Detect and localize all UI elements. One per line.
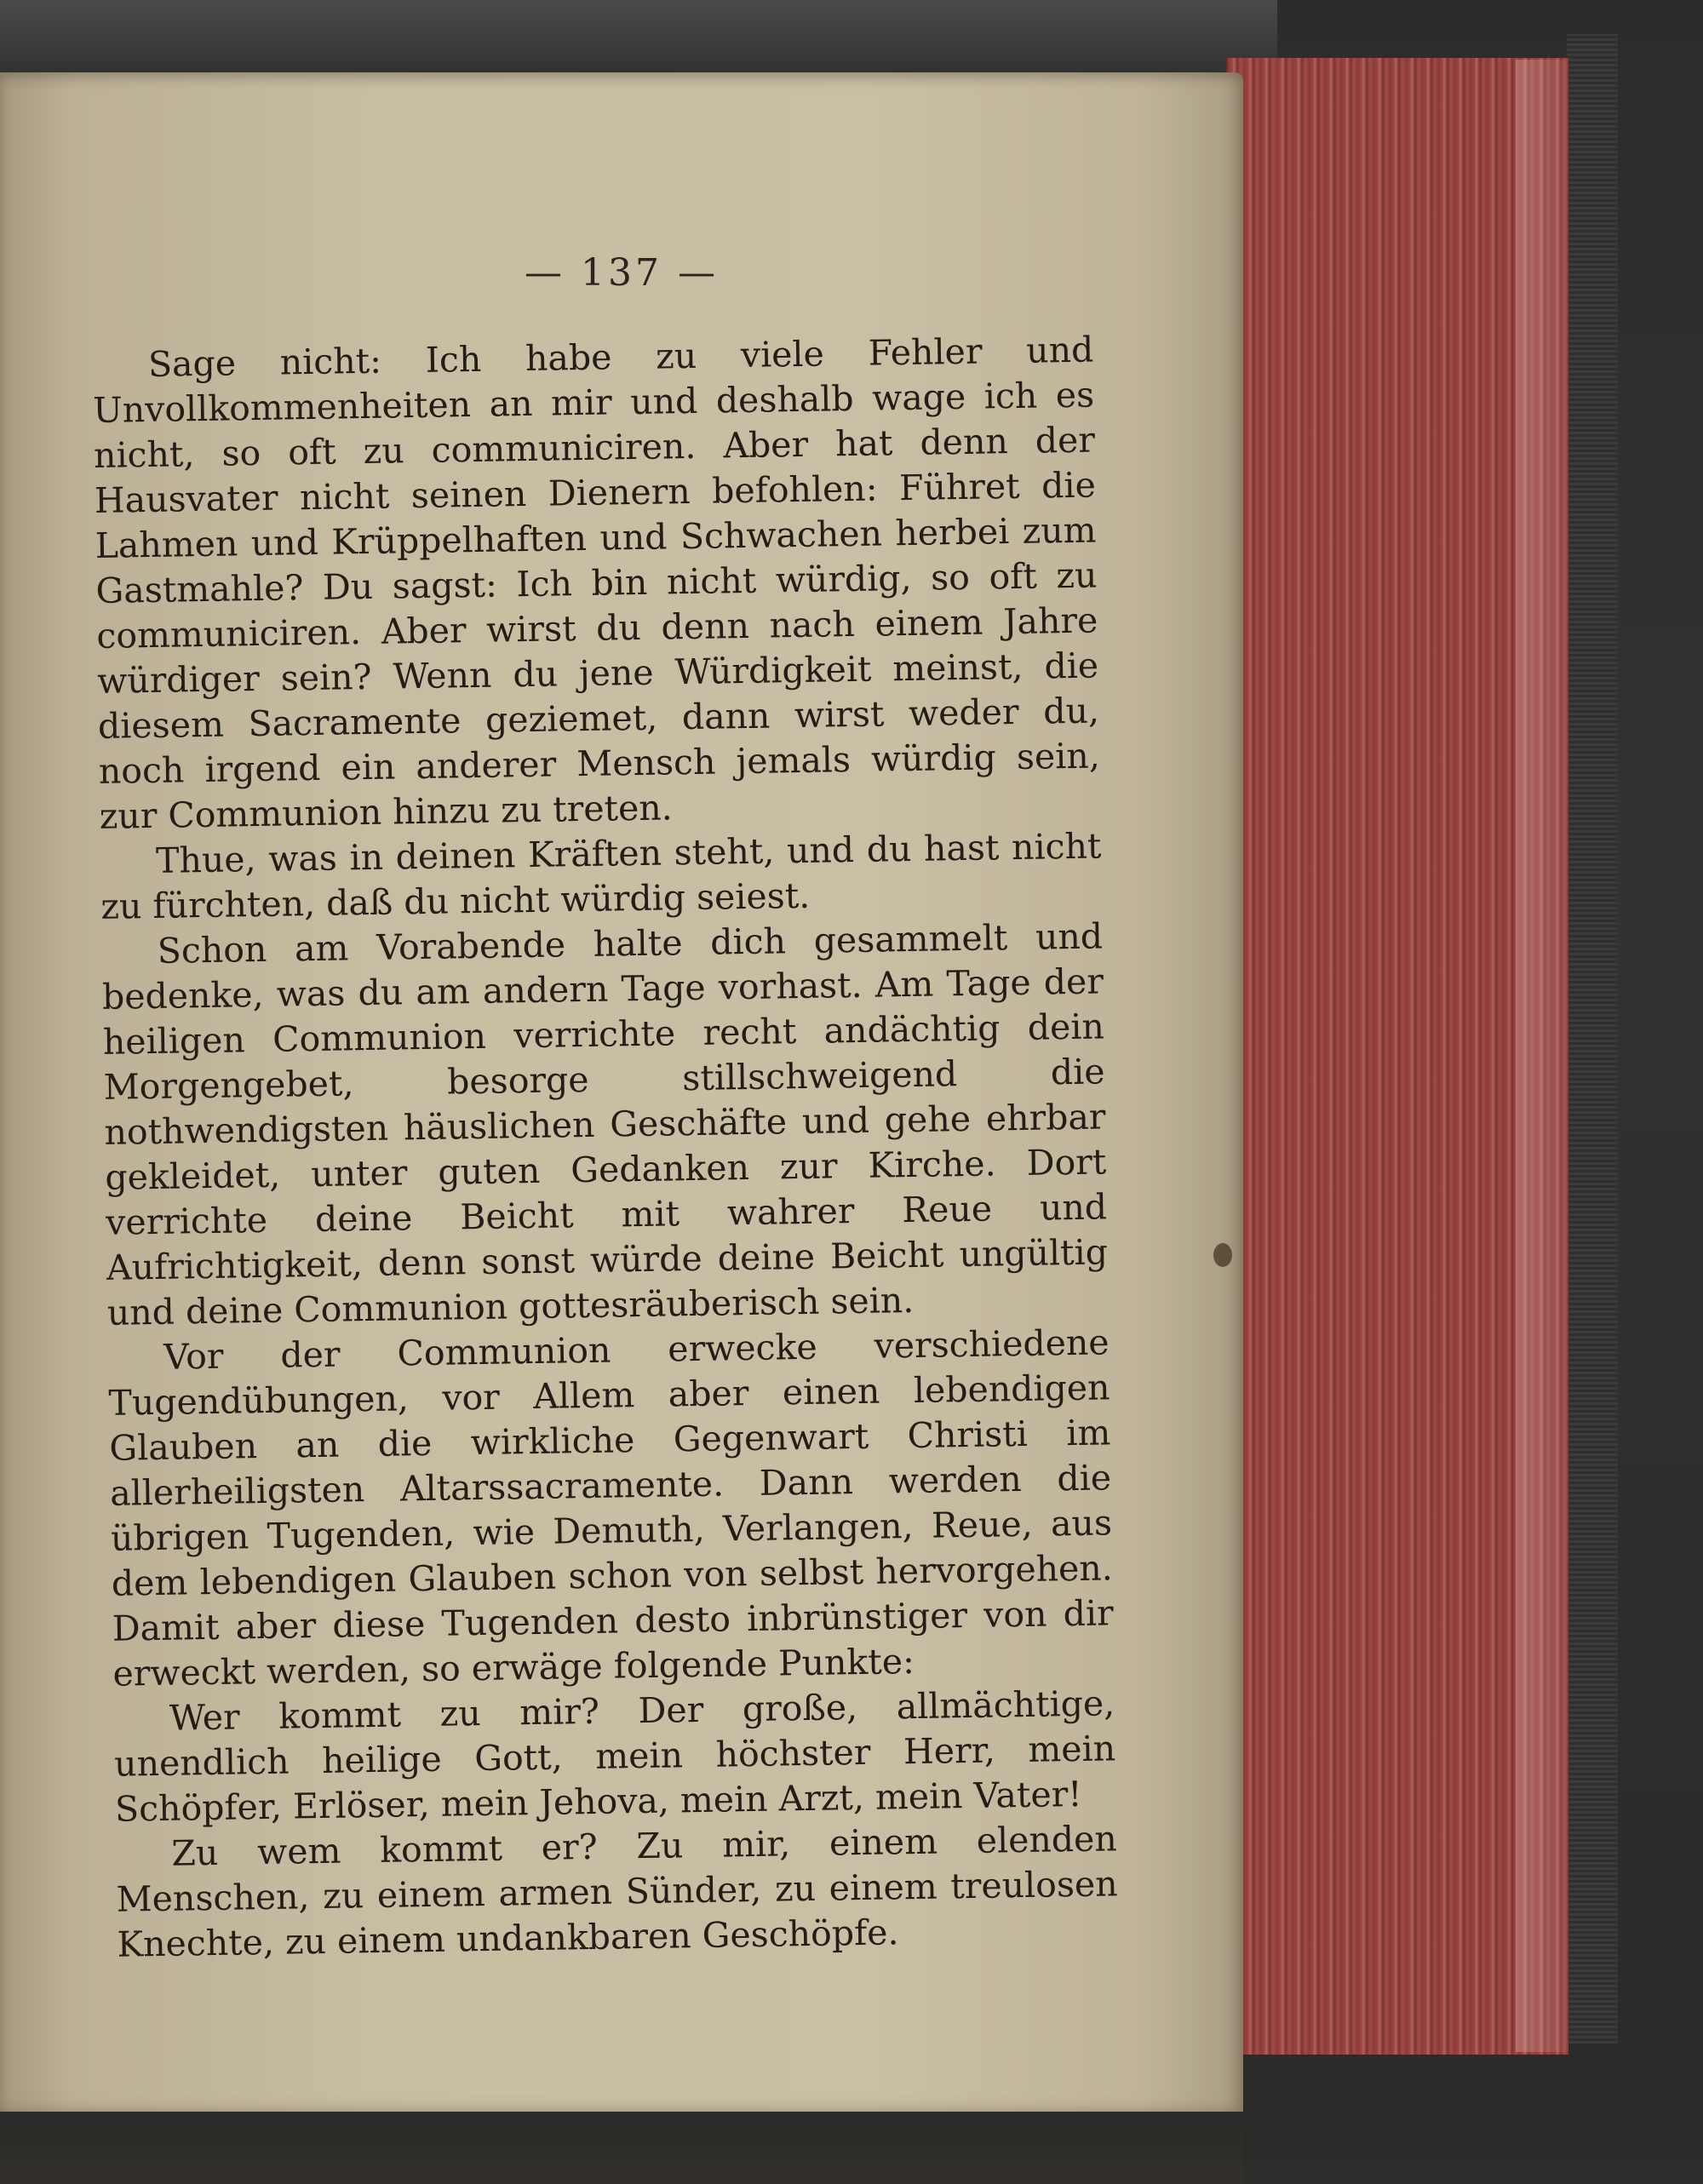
paragraph-4: Vor der Communion erwecke verschiedene Tugendübungen, vor Allem aber einen lebendigen Glauben an die wirkliche Gegenwart Christi im allerheiligsten Altarssacramente. Dann werden die übrigen Tugenden, wie Demuth, Verlangen, Reue, aus dem lebendigen Glauben schon von selbst hervorgehen. Damit aber diese Tugenden desto inbrünstiger von dir erweckt werden, so erwäge folgende Punkte: <box>108 1321 1114 1694</box>
page-bottom-shadow <box>0 2116 1243 2184</box>
cover-cloth-texture <box>1567 34 1618 2044</box>
page-edges-highlight <box>1516 60 1567 2052</box>
paragraph-1: Sage nicht: Ich habe zu viele Fehler und Unvollkommenheiten an mir und deshalb wage ich es nicht, so oft zu communiciren. Aber hat denn der Hausvater nicht seinen Dienern befohlen: Führet die Lahmen und Krüppelhaften und Schwachen herbei zum Gastmahle? Du sagst: Ich bin nicht würdig, so oft zu communiciren. Aber wirst du denn nach einem Jahre würdiger sein? Wenn du jene Würdigkeit meinst, die diesem Sacramente geziemet, dann wirst weder du, noch irgend ein anderer Mensch jemals würdig sein, zur Communion hinzu zu treten. <box>92 329 1101 837</box>
paragraph-3: Schon am Vorabende halte dich gesammelt und bedenke, was du am andern Tage vorhast. Am Tage der heiligen Communion verrichte recht andächtig dein Morgengebet, besorge stillschweigend die nothwendigsten häuslichen Geschäfte und gehe ehrbar gekleidet, unter guten Gedanken zur Kirche. Dort verrichte deine Beicht mit wahrer Reue und Aufrichtigkeit, denn sonst würde deine Beicht ungültig und deine Communion gottesräuberisch sein. <box>101 915 1109 1333</box>
paragraph-5: Wer kommt zu mir? Der große, allmächtige, unendlich heilige Gott, mein höchster Herr, mein Schöpfer, Erlöser, mein Jehova, mein Arzt, mein Vater! <box>113 1682 1116 1830</box>
page-number: — 137 — <box>525 251 719 295</box>
paragraph-2: Thue, was in deinen Kräften steht, und du hast nicht zu fürchten, daß du nicht würdig seiest. <box>100 825 1102 927</box>
book-page <box>0 72 1243 2112</box>
page-text <box>92 328 1119 1968</box>
ink-smudge <box>1213 1243 1232 1267</box>
paragraph-6: Zu wem kommt er? Zu mir, einem elenden Menschen, zu einem armen Sünder, zu einem treulosen Knechte, zu einem undankbaren Geschöpfe. <box>116 1818 1118 1965</box>
